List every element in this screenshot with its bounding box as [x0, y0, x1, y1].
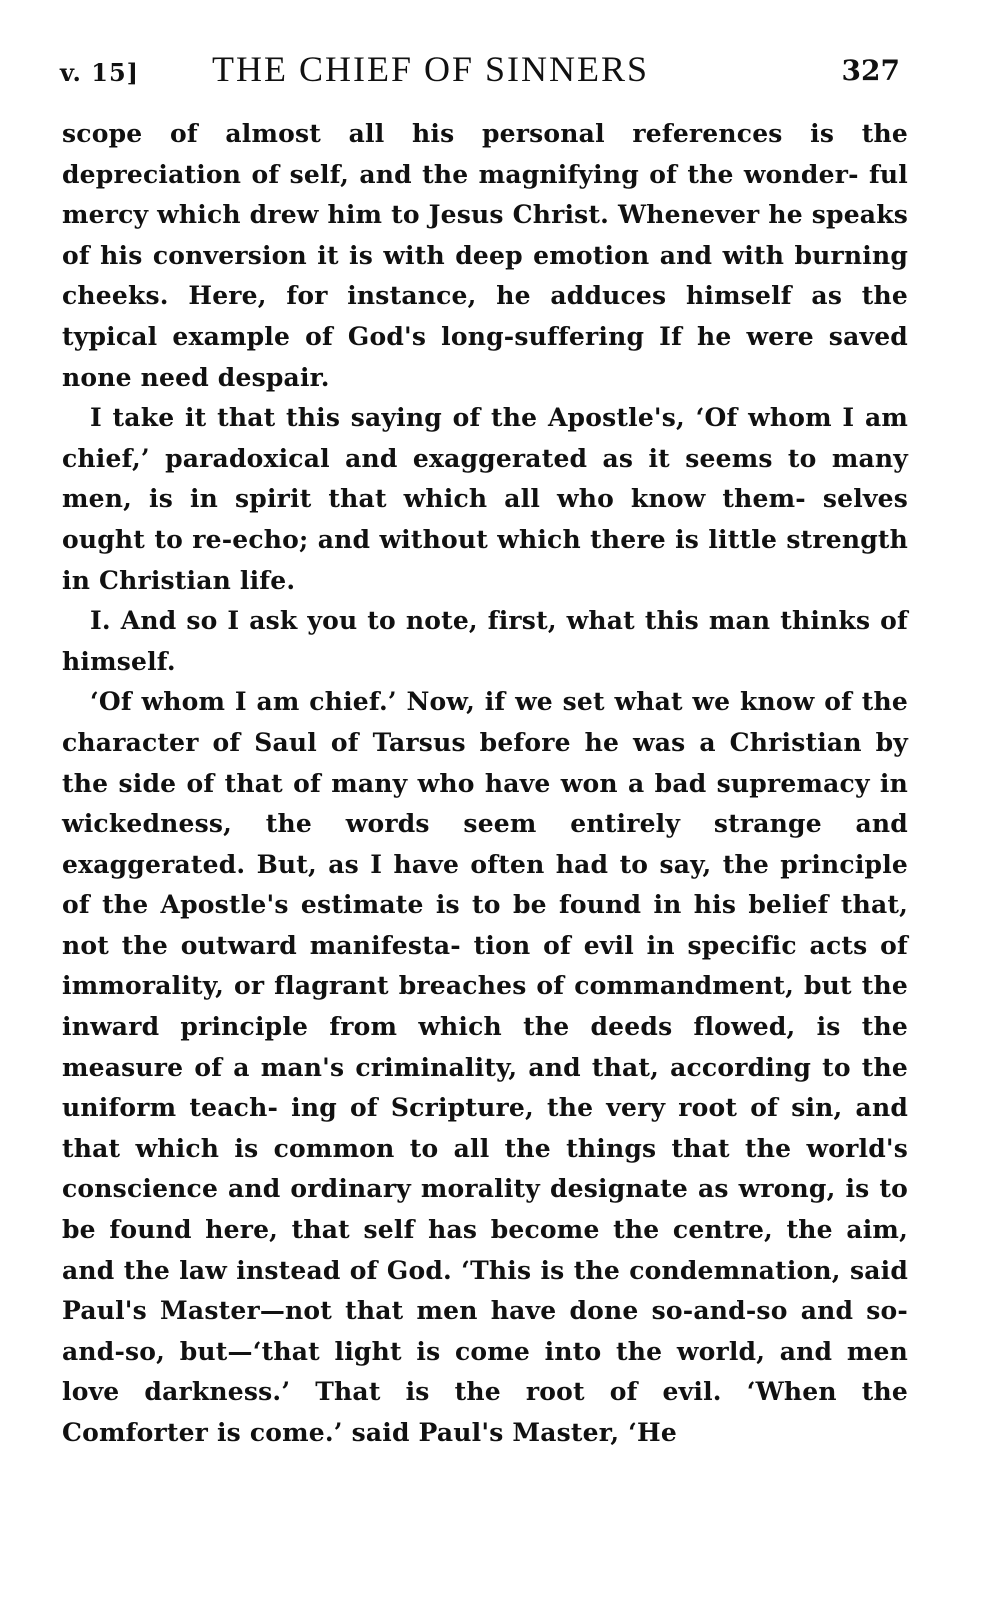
text-line: from which the deeds flowed, is the measure of a man's: [62, 1012, 908, 1082]
text-line: If he were saved none need despair.: [62, 321, 908, 392]
book-page: [62, 44, 908, 1454]
text-line: and the law instead of God. ‘This is the condemnation,: [62, 1255, 841, 1285]
text-line: I take it that this saying of the Apostle's, ‘Of whom: [90, 403, 832, 433]
text-line: is common to all the things that the world's conscience: [62, 1133, 909, 1204]
text-line: criminality, and that, according to the uniform teach-: [62, 1052, 909, 1123]
text-line: many men, is in spirit that which all who know them-: [62, 443, 908, 514]
text-line: and men love darkness.’ That is the root of evil.: [62, 1336, 908, 1407]
text-line: said Paul's Master—not that men have done so-and-so: [62, 1255, 909, 1326]
text-line: I am chief,’ paradoxical and exaggerated as it seems to: [62, 403, 908, 473]
text-line: be found in his belief that, not the outward manifesta-: [62, 890, 909, 960]
body-text: [62, 114, 908, 1454]
text-line: of the character of Saul of Tarsus before he was a: [62, 687, 908, 757]
text-line: Christian by the side of that of many who have won a: [62, 727, 909, 798]
text-line: and ordinary morality designate as wrong, is to be: [62, 1174, 908, 1245]
chapter-title: THE CHIEF OF SINNERS: [212, 49, 650, 89]
text-line: selves ought to re-echo; and without which there is: [62, 484, 908, 554]
verse-reference: v. 15]: [60, 58, 139, 87]
text-line: ing of Scripture, the very root of sin, and that which: [62, 1093, 908, 1163]
paragraph: [62, 601, 908, 682]
text-line: with burning cheeks. Here, for instance, he adduces: [62, 240, 909, 311]
paragraph: [62, 114, 908, 398]
page-number: 327: [841, 54, 900, 87]
paragraph: [62, 398, 908, 601]
text-line: ‘Of whom I am chief.’ Now, if we set what we know: [90, 687, 815, 717]
text-line: little strength in Christian life.: [62, 524, 908, 595]
text-line: to say, the principle of the Apostle's estimate is to: [62, 849, 909, 920]
text-line: bad supremacy in wickedness, the words seem entirely: [62, 768, 909, 839]
text-line: I. And so I ask you to note, first, what this man: [90, 606, 771, 636]
text-line: scope of almost all his personal references is the: [62, 119, 908, 148]
text-line: strange and exaggerated. But, as I have often had: [62, 809, 908, 879]
text-line: thinks of himself.: [62, 606, 908, 676]
paragraph: [62, 682, 908, 1453]
text-line: himself as the typical example of God's long-suffering: [62, 281, 909, 351]
text-line: found here, that self has become the centre, the aim,: [109, 1215, 908, 1245]
text-line: depreciation of self, and the magnifying of the wonder-: [62, 159, 859, 189]
text-line: tion of evil in specific acts of immorality, or flagrant: [62, 930, 908, 1001]
text-line: breaches of commandment, but the inward principle: [62, 971, 908, 1042]
text-line: ful mercy which drew him to Jesus Christ. Whenever: [62, 159, 908, 230]
text-line: and so-and-so, but—‘that light is come into the world,: [62, 1296, 909, 1366]
text-line: he speaks of his conversion it is with deep emotion and: [62, 200, 908, 270]
text-line: ‘When the Comforter is come.’ said Paul's Master, ‘He: [62, 1377, 909, 1447]
running-head: [62, 44, 908, 94]
